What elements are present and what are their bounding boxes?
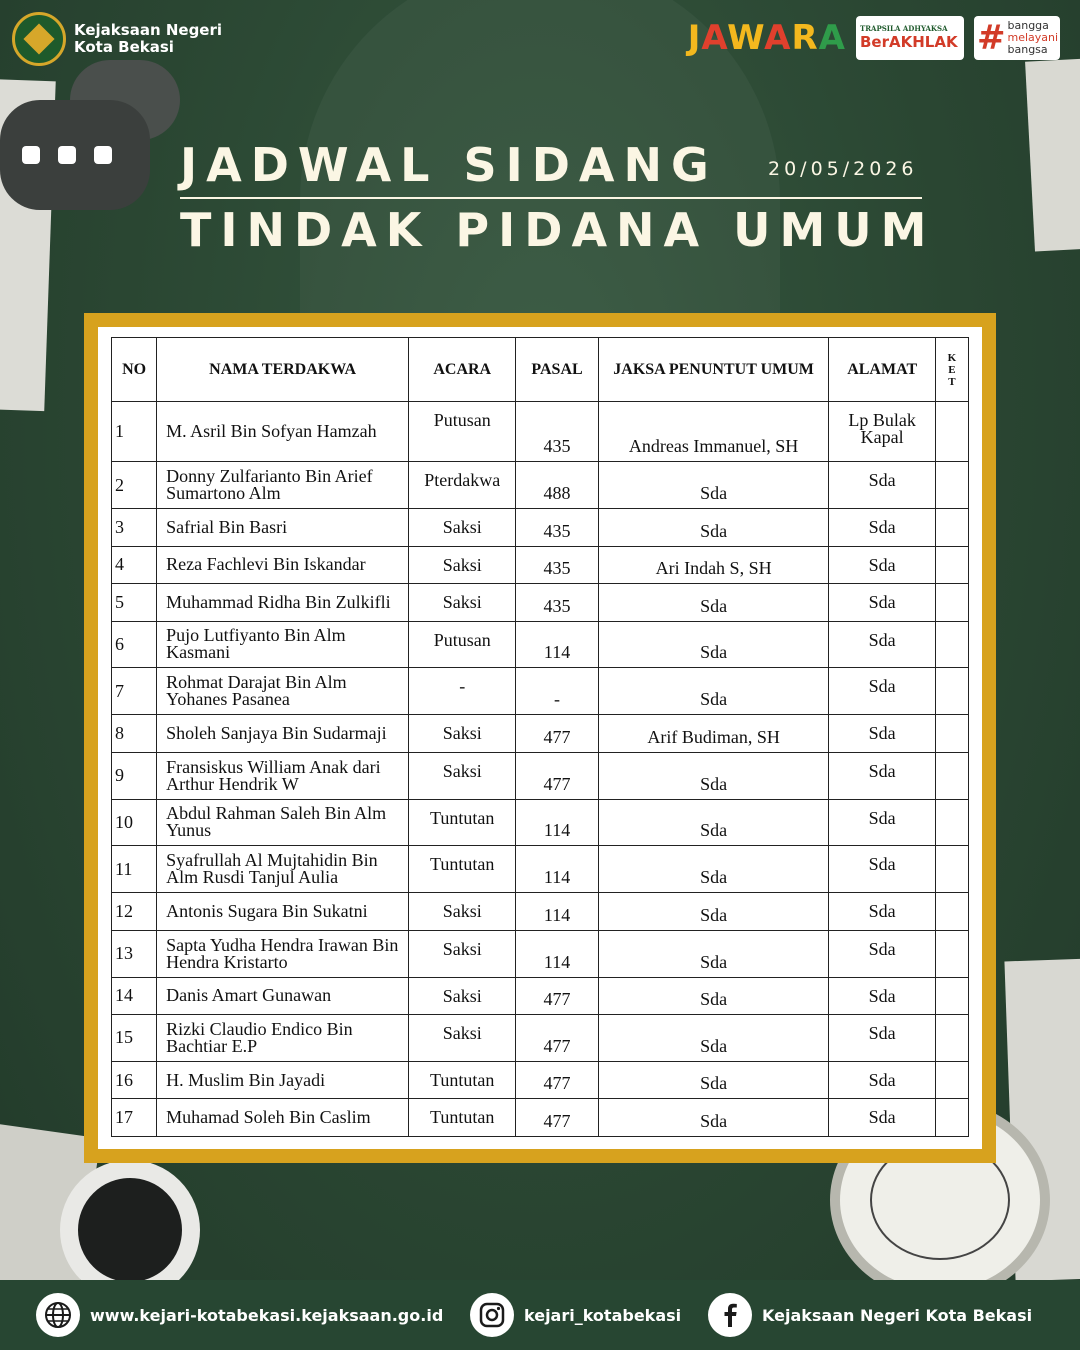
cell-no: 11 bbox=[112, 846, 157, 893]
cell-no: 6 bbox=[112, 621, 157, 668]
table-header-row bbox=[112, 338, 969, 402]
cell-nama: Syafrullah Al Mujtahidin Bin Alm Rusdi Tanjul Aulia bbox=[157, 846, 409, 893]
jawara-letter: A bbox=[818, 18, 846, 58]
table-row bbox=[112, 546, 969, 583]
cell-ket bbox=[935, 1099, 968, 1137]
facebook-page: Kejaksaan Negeri Kota Bekasi bbox=[762, 1305, 1033, 1325]
schedule-card bbox=[84, 313, 996, 1163]
cell-no: 3 bbox=[112, 509, 157, 546]
cell-no: 8 bbox=[112, 715, 157, 752]
cell-alamat: Sda bbox=[829, 462, 935, 509]
cell-no: 10 bbox=[112, 799, 157, 846]
cell-ket bbox=[935, 584, 968, 621]
cell-no: 17 bbox=[112, 1099, 157, 1137]
cell-acara: Saksi bbox=[409, 893, 516, 930]
cell-acara: Tuntutan bbox=[409, 799, 516, 846]
cell-acara: Saksi bbox=[409, 752, 516, 799]
schedule-card-inner bbox=[98, 327, 982, 1149]
cell-acara: Saksi bbox=[409, 715, 516, 752]
header-nama: NAMA TERDAKWA bbox=[157, 338, 409, 402]
header-ket-letter: T bbox=[948, 375, 956, 388]
jawara-letter: A bbox=[764, 18, 792, 58]
cell-alamat: Sda bbox=[829, 621, 935, 668]
cell-nama: Rizki Claudio Endico Bin Bachtiar E.P bbox=[157, 1015, 409, 1062]
cell-alamat: Sda bbox=[829, 1015, 935, 1062]
hashtag-icon: # bbox=[977, 18, 1006, 58]
cell-jaksa: Ari Indah S, SH bbox=[598, 546, 829, 583]
cell-pasal: 435 bbox=[516, 402, 598, 462]
cell-nama: H. Muslim Bin Jayadi bbox=[157, 1061, 409, 1098]
cell-jaksa: Sda bbox=[598, 1099, 829, 1137]
schedule-date: 20/05/2026 bbox=[768, 158, 918, 180]
cell-no: 13 bbox=[112, 930, 157, 977]
table-row bbox=[112, 402, 969, 462]
cell-pasal: 477 bbox=[516, 977, 598, 1014]
cell-pasal: 435 bbox=[516, 584, 598, 621]
table-row bbox=[112, 799, 969, 846]
cell-ket bbox=[935, 621, 968, 668]
table-row bbox=[112, 668, 969, 715]
cell-no: 5 bbox=[112, 584, 157, 621]
cell-pasal: - bbox=[516, 668, 598, 715]
cell-no: 2 bbox=[112, 462, 157, 509]
partner-logos bbox=[688, 16, 1060, 60]
cell-alamat: Sda bbox=[829, 752, 935, 799]
cell-nama: Sholeh Sanjaya Bin Sudarmaji bbox=[157, 715, 409, 752]
cell-nama: Muhammad Ridha Bin Zulkifli bbox=[157, 584, 409, 621]
cell-alamat: Sda bbox=[829, 584, 935, 621]
table-body bbox=[112, 402, 969, 1137]
cell-acara: Tuntutan bbox=[409, 846, 516, 893]
cell-nama: Antonis Sugara Bin Sukatni bbox=[157, 893, 409, 930]
table-row bbox=[112, 621, 969, 668]
cell-jaksa: Sda bbox=[598, 893, 829, 930]
header-ket bbox=[935, 338, 968, 402]
facebook-icon bbox=[708, 1293, 752, 1337]
table-row bbox=[112, 462, 969, 509]
cell-jaksa: Sda bbox=[598, 584, 829, 621]
cell-acara: Saksi bbox=[409, 930, 516, 977]
table-row bbox=[112, 752, 969, 799]
newspaper-scrap-right bbox=[1025, 59, 1080, 252]
cell-acara: Saksi bbox=[409, 546, 516, 583]
cell-acara: Saksi bbox=[409, 1015, 516, 1062]
org-name bbox=[74, 22, 222, 56]
berakhlak-top: TRAPSILA ADHYAKSA bbox=[860, 24, 948, 33]
cell-acara: Tuntutan bbox=[409, 1099, 516, 1137]
cell-jaksa: Andreas Immanuel, SH bbox=[598, 402, 829, 462]
cell-nama: M. Asril Bin Sofyan Hamzah bbox=[157, 402, 409, 462]
table-row bbox=[112, 977, 969, 1014]
cell-pasal: 114 bbox=[516, 799, 598, 846]
cell-ket bbox=[935, 1015, 968, 1062]
cell-alamat: Sda bbox=[829, 668, 935, 715]
cell-ket bbox=[935, 668, 968, 715]
cell-no: 12 bbox=[112, 893, 157, 930]
cell-jaksa: Sda bbox=[598, 752, 829, 799]
cell-alamat: Sda bbox=[829, 930, 935, 977]
header-alamat: ALAMAT bbox=[829, 338, 935, 402]
page-title-line2: TINDAK PIDANA UMUM bbox=[180, 203, 936, 257]
cell-pasal: 435 bbox=[516, 509, 598, 546]
cell-alamat: Sda bbox=[829, 977, 935, 1014]
footer-instagram[interactable] bbox=[470, 1293, 681, 1337]
cell-acara: Saksi bbox=[409, 977, 516, 1014]
cell-acara: Putusan bbox=[409, 402, 516, 462]
cell-pasal: 477 bbox=[516, 752, 598, 799]
header-jaksa: JAKSA PENUNTUT UMUM bbox=[598, 338, 829, 402]
cell-jaksa: Sda bbox=[598, 930, 829, 977]
cell-pasal: 435 bbox=[516, 546, 598, 583]
cell-acara: Saksi bbox=[409, 584, 516, 621]
table-row bbox=[112, 715, 969, 752]
kejaksaan-emblem-icon bbox=[12, 12, 66, 66]
cell-jaksa: Sda bbox=[598, 1061, 829, 1098]
table-row bbox=[112, 1099, 969, 1137]
cell-no: 14 bbox=[112, 977, 157, 1014]
cell-no: 4 bbox=[112, 546, 157, 583]
header-acara: ACARA bbox=[409, 338, 516, 402]
cell-alamat: Sda bbox=[829, 893, 935, 930]
cell-pasal: 114 bbox=[516, 846, 598, 893]
cell-pasal: 114 bbox=[516, 893, 598, 930]
decorative-gear-shape bbox=[60, 1160, 200, 1300]
schedule-table bbox=[111, 337, 969, 1137]
cell-pasal: 477 bbox=[516, 715, 598, 752]
cell-nama: Reza Fachlevi Bin Iskandar bbox=[157, 546, 409, 583]
cell-nama: Pujo Lutfiyanto Bin Alm Kasmani bbox=[157, 621, 409, 668]
cell-no: 1 bbox=[112, 402, 157, 462]
cell-nama: Safrial Bin Basri bbox=[157, 509, 409, 546]
cell-ket bbox=[935, 462, 968, 509]
cell-ket bbox=[935, 977, 968, 1014]
cell-pasal: 477 bbox=[516, 1099, 598, 1137]
cell-ket bbox=[935, 546, 968, 583]
cell-alamat: Sda bbox=[829, 846, 935, 893]
cell-nama: Abdul Rahman Saleh Bin Alm Yunus bbox=[157, 799, 409, 846]
bangga-word-2: melayani bbox=[1007, 31, 1059, 44]
table-row bbox=[112, 1061, 969, 1098]
cell-nama: Muhamad Soleh Bin Caslim bbox=[157, 1099, 409, 1137]
cell-ket bbox=[935, 893, 968, 930]
jawara-letter: A bbox=[701, 18, 728, 58]
header-ket-letter: E bbox=[948, 363, 956, 376]
globe-icon bbox=[36, 1293, 80, 1337]
cell-alamat: Sda bbox=[829, 546, 935, 583]
instagram-handle: kejari_kotabekasi bbox=[524, 1305, 682, 1325]
cell-pasal: 114 bbox=[516, 930, 598, 977]
cell-acara: - bbox=[409, 668, 516, 715]
org-logo bbox=[12, 12, 222, 66]
cell-ket bbox=[935, 509, 968, 546]
cell-pasal: 114 bbox=[516, 621, 598, 668]
cell-no: 15 bbox=[112, 1015, 157, 1062]
title-divider bbox=[180, 197, 922, 199]
cell-nama: Danis Amart Gunawan bbox=[157, 977, 409, 1014]
table-row bbox=[112, 930, 969, 977]
cell-pasal: 488 bbox=[516, 462, 598, 509]
cell-ket bbox=[935, 846, 968, 893]
header-pasal: PASAL bbox=[516, 338, 598, 402]
cell-no: 16 bbox=[112, 1061, 157, 1098]
cell-acara: Pterdakwa bbox=[409, 462, 516, 509]
bangga-word-3: bangsa bbox=[1007, 43, 1048, 56]
chat-bubble-icon bbox=[0, 100, 150, 210]
cell-no: 9 bbox=[112, 752, 157, 799]
table-row bbox=[112, 1015, 969, 1062]
table-row bbox=[112, 846, 969, 893]
table-row bbox=[112, 584, 969, 621]
cell-alamat: Lp Bulak Kapal bbox=[829, 402, 935, 462]
table-row bbox=[112, 893, 969, 930]
berakhlak-main: BerAKHLAK bbox=[860, 33, 958, 51]
cell-pasal: 477 bbox=[516, 1061, 598, 1098]
cell-ket bbox=[935, 752, 968, 799]
footer-facebook[interactable] bbox=[708, 1293, 1032, 1337]
website-url: www.kejari-kotabekasi.kejaksaan.go.id bbox=[90, 1305, 444, 1325]
jawara-letter: R bbox=[791, 18, 819, 58]
cell-jaksa: Sda bbox=[598, 462, 829, 509]
header-no: NO bbox=[112, 338, 157, 402]
cell-no: 7 bbox=[112, 668, 157, 715]
cell-ket bbox=[935, 1061, 968, 1098]
bangga-melayani-logo bbox=[974, 16, 1060, 60]
cell-jaksa: Arif Budiman, SH bbox=[598, 715, 829, 752]
cell-ket bbox=[935, 715, 968, 752]
cell-acara: Putusan bbox=[409, 621, 516, 668]
cell-acara: Saksi bbox=[409, 509, 516, 546]
table-row bbox=[112, 509, 969, 546]
jawara-letter: J bbox=[687, 18, 702, 58]
berakhlak-logo bbox=[856, 16, 964, 60]
cell-alamat: Sda bbox=[829, 509, 935, 546]
cell-alamat: Sda bbox=[829, 715, 935, 752]
cell-pasal: 477 bbox=[516, 1015, 598, 1062]
jawara-letter: W bbox=[727, 18, 765, 58]
cell-jaksa: Sda bbox=[598, 621, 829, 668]
bangga-word-1: bangga bbox=[1007, 19, 1049, 32]
footer-website[interactable] bbox=[36, 1293, 443, 1337]
cell-alamat: Sda bbox=[829, 1061, 935, 1098]
cell-ket bbox=[935, 799, 968, 846]
footer bbox=[0, 1280, 1080, 1350]
cell-nama: Donny Zulfarianto Bin Arief Sumartono Alm bbox=[157, 462, 409, 509]
org-name-line1: Kejaksaan Negeri bbox=[74, 21, 223, 39]
cell-alamat: Sda bbox=[829, 1099, 935, 1137]
page-title-line1: JADWAL SIDANG bbox=[180, 138, 718, 192]
cell-jaksa: Sda bbox=[598, 846, 829, 893]
cell-alamat: Sda bbox=[829, 799, 935, 846]
cell-nama: Sapta Yudha Hendra Irawan Bin Hendra Kristarto bbox=[157, 930, 409, 977]
org-name-line2: Kota Bekasi bbox=[74, 38, 174, 56]
header-ket-letter: K bbox=[947, 351, 957, 364]
cell-jaksa: Sda bbox=[598, 509, 829, 546]
cell-acara: Tuntutan bbox=[409, 1061, 516, 1098]
jawara-logo bbox=[688, 18, 846, 58]
cell-ket bbox=[935, 930, 968, 977]
cell-nama: Rohmat Darajat Bin Alm Yohanes Pasanea bbox=[157, 668, 409, 715]
cell-jaksa: Sda bbox=[598, 977, 829, 1014]
instagram-icon bbox=[470, 1293, 514, 1337]
cell-jaksa: Sda bbox=[598, 1015, 829, 1062]
cell-ket bbox=[935, 402, 968, 462]
cell-nama: Fransiskus William Anak dari Arthur Hendrik W bbox=[157, 752, 409, 799]
cell-jaksa: Sda bbox=[598, 668, 829, 715]
cell-jaksa: Sda bbox=[598, 799, 829, 846]
